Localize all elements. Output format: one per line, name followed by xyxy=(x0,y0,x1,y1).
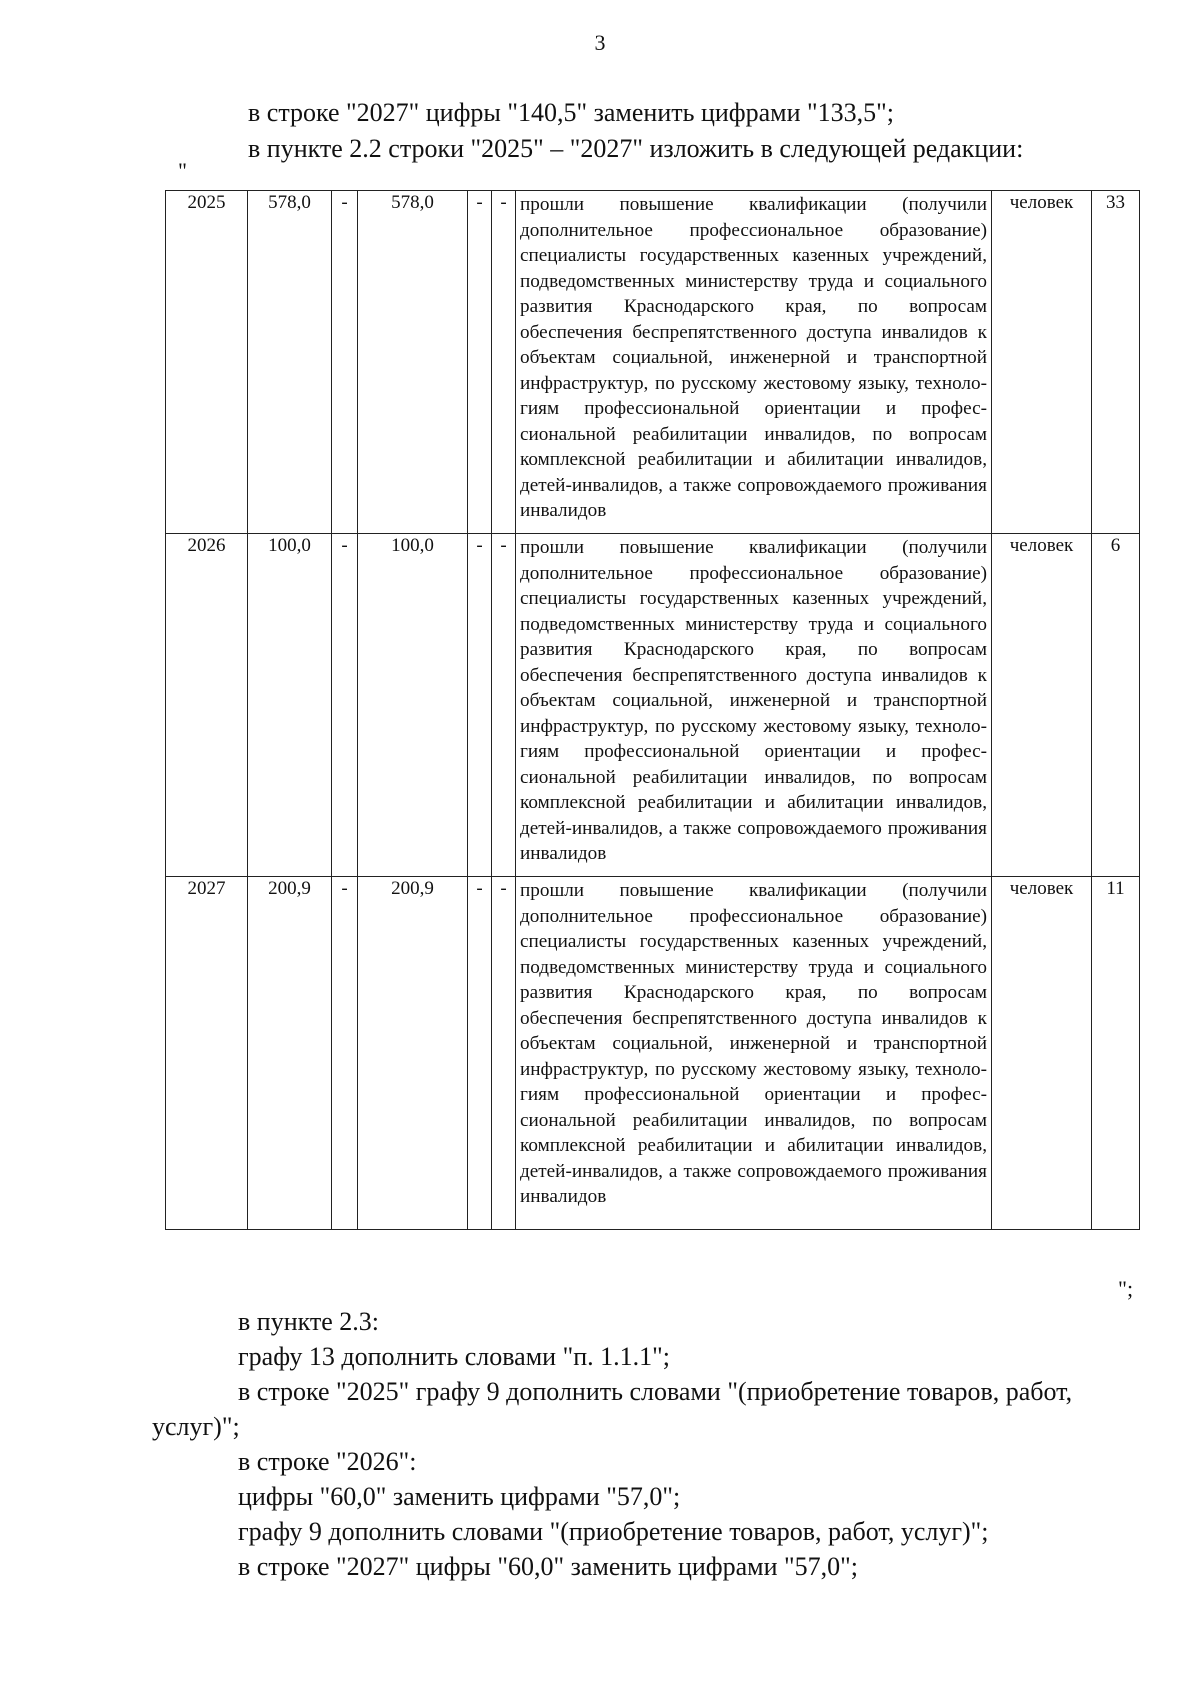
table-row xyxy=(166,191,1140,534)
cell-col4: 578,0 xyxy=(358,191,468,534)
cell-col4: 200,9 xyxy=(358,877,468,1230)
cell-year: 2026 xyxy=(166,534,248,877)
cell-unit: человек xyxy=(992,534,1092,877)
cell-total: 200,9 xyxy=(248,877,332,1230)
after-line-5: в строке "2026": xyxy=(238,1447,417,1476)
cell-description: прошли повышение квалификации (получили дополнительное профессиональное образование) специалисты государственных казенных учреждений, подведомственных министерству труда и социального развития Краснодарского края, по вопросам обеспечения беспрепятственного доступа инвалидов к объектам социальной, инженерной и транспортной инфраструктур, по русскому жестовому языку, технологиям профессиональной ориентации и профессиональной реабилитации инвалидов, по вопросам комплексной реабилитации и абилитации инвалидов, детей-инвалидов, а также сопровождаемого проживания инвалидов xyxy=(516,877,992,1230)
intro-line-2: в пункте 2.2 строки "2025" – "2027" изложить в следующей редакции: xyxy=(248,134,1024,163)
after-line-1: в пункте 2.3: xyxy=(238,1307,380,1336)
open-quote: " xyxy=(178,158,187,183)
cell-year: 2025 xyxy=(166,191,248,534)
cell-col3: - xyxy=(332,534,358,877)
after-line-4: услуг)"; xyxy=(152,1412,240,1441)
after-line-7: графу 9 дополнить словами "(приобретение товаров, работ, услуг)"; xyxy=(238,1517,989,1546)
cell-col3: - xyxy=(332,877,358,1230)
cell-value: 33 xyxy=(1092,191,1140,534)
intro-line-1: в строке "2027" цифры "140,5" заменить цифрами "133,5"; xyxy=(248,98,895,127)
close-quote: "; xyxy=(1118,1276,1134,1301)
table-row xyxy=(166,534,1140,877)
cell-unit: человек xyxy=(992,877,1092,1230)
cell-col6: - xyxy=(492,191,516,534)
cell-total: 578,0 xyxy=(248,191,332,534)
after-line-3: в строке "2025" графу 9 дополнить словами "(приобретение товаров, работ, xyxy=(238,1377,1073,1406)
cell-col4: 100,0 xyxy=(358,534,468,877)
cell-year: 2027 xyxy=(166,877,248,1230)
cell-total: 100,0 xyxy=(248,534,332,877)
amendment-table xyxy=(165,190,1140,1230)
cell-col6: - xyxy=(492,877,516,1230)
cell-col5: - xyxy=(468,191,492,534)
table-row xyxy=(166,877,1140,1230)
cell-description: прошли повышение квалификации (получили дополнительное профессиональное образование) специалисты государственных казенных учреждений, подведомственных министерству труда и социального развития Краснодарского края, по вопросам обеспечения беспрепятственного доступа инвалидов к объектам социальной, инженерной и транспортной инфраструктур, по русскому жестовому языку, технологиям профессиональной ориентации и профессиональной реабилитации инвалидов, по вопросам комплексной реабилитации и абилитации инвалидов, детей-инвалидов, а также сопровождаемого проживания инвалидов xyxy=(516,534,992,877)
after-line-6: цифры "60,0" заменить цифрами "57,0"; xyxy=(238,1482,681,1511)
cell-col3: - xyxy=(332,191,358,534)
cell-value: 11 xyxy=(1092,877,1140,1230)
cell-unit: человек xyxy=(992,191,1092,534)
cell-description: прошли повышение квалификации (получили дополнительное профессиональное образование) специалисты государственных казенных учреждений, подведомственных министерству труда и социального развития Краснодарского края, по вопросам обеспечения беспрепятственного доступа инвалидов к объектам социальной, инженерной и транспортной инфраструктур, по русскому жестовому языку, технологиям профессиональной ориентации и профессиональной реабилитации инвалидов, по вопросам комплексной реабилитации и абилитации инвалидов, детей-инвалидов, а также сопровождаемого проживания инвалидов xyxy=(516,191,992,534)
cell-col5: - xyxy=(468,877,492,1230)
after-line-2: графу 13 дополнить словами "п. 1.1.1"; xyxy=(238,1342,670,1371)
cell-col6: - xyxy=(492,534,516,877)
cell-col5: - xyxy=(468,534,492,877)
after-line-8: в строке "2027" цифры "60,0" заменить цифрами "57,0"; xyxy=(238,1552,859,1581)
cell-value: 6 xyxy=(1092,534,1140,877)
page-number: 3 xyxy=(594,30,606,55)
